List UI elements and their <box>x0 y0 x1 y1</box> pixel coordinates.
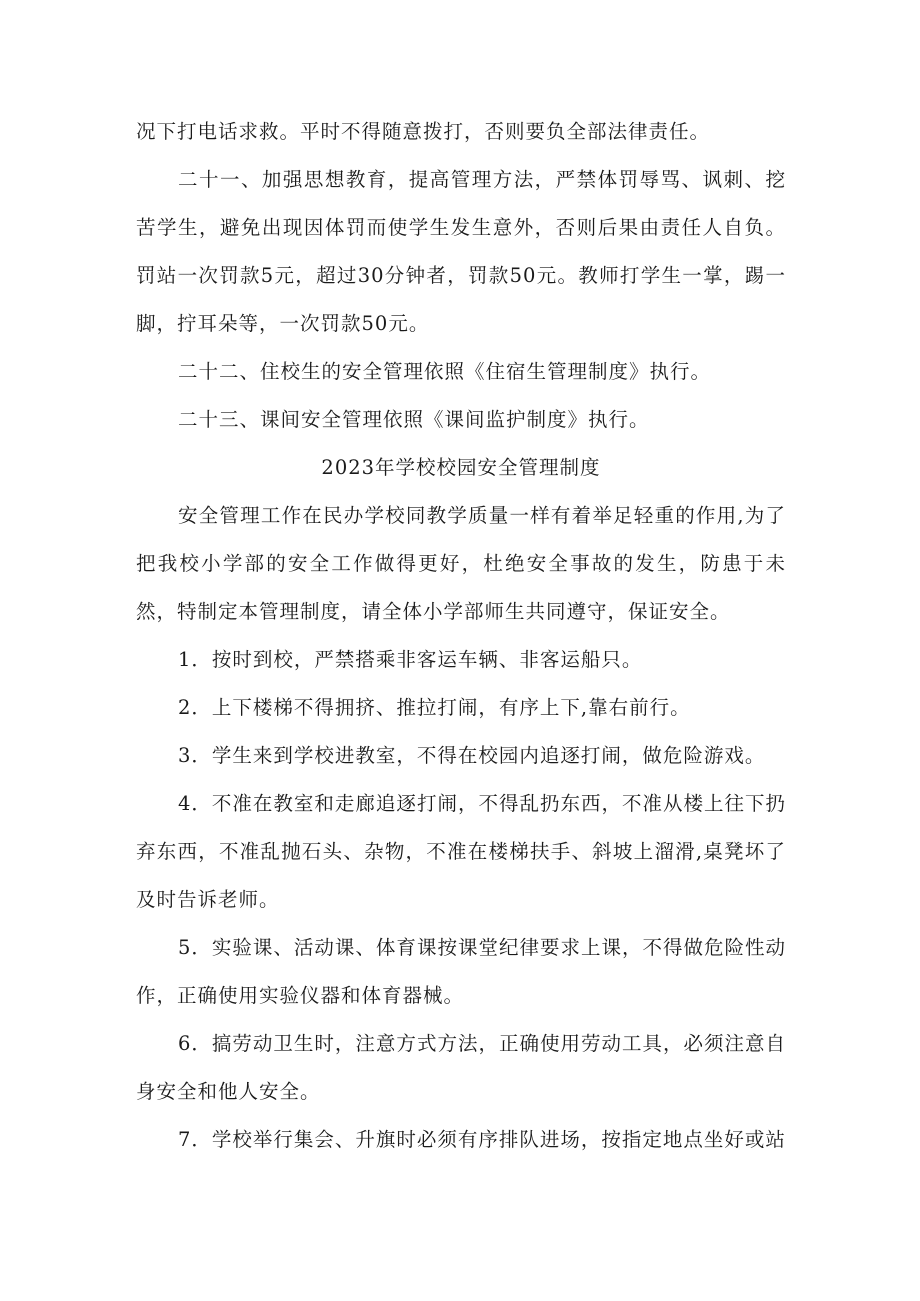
document-body <box>136 108 786 1164</box>
paragraph-article-23: 二十三、课间安全管理依照《课间监护制度》执行。 <box>178 408 650 431</box>
rule-item-3: 3．学生来到学校进教室，不得在校园内追逐打闹，做危险游戏。 <box>178 744 766 767</box>
rule-item-1: 1．按时到校，严禁搭乘非客运车辆、非客运船只。 <box>178 648 643 671</box>
rule-item-5: 5．实验课、活动课、体育课按课堂纪律要求上课，不得做危险性动作，正确使用实验仪器和体育器械。 <box>136 936 786 1007</box>
rule-item-6: 6．搞劳动卫生时，注意方式方法，正确使用劳动工具，必须注意自身安全和他人安全。 <box>136 1032 786 1103</box>
intro-paragraph: 安全管理工作在民办学校同教学质量一样有着举足轻重的作用,为了把我校小学部的安全工作做得更好，杜绝安全事故的发生，防患于未然，特制定本管理制度，请全体小学部师生共同遵守，保证安全。 <box>136 504 786 623</box>
paragraph-article-21: 二十一、加强思想教育，提高管理方法，严禁体罚辱骂、讽刺、挖苦学生，避免出现因体罚而使学生发生意外，否则后果由责任人自负。罚站一次罚款5元，超过30分钟者，罚款50元。教师打学生一掌，踢一脚，拧耳朵等，一次罚款50元。 <box>136 168 786 335</box>
rule-item-7: 7．学校举行集会、升旗时必须有序排队进场，按指定地点坐好或站 <box>178 1128 786 1151</box>
rule-item-4: 4．不准在教室和走廊追逐打闹，不得乱扔东西，不准从楼上往下扔弃东西，不准乱抛石头、杂物，不准在楼梯扶手、斜坡上溜滑,桌凳坏了及时告诉老师。 <box>136 792 786 911</box>
section-title: 2023年学校校园安全管理制度 <box>321 456 601 479</box>
paragraph-continuation: 况下打电话求救。平时不得随意拨打，否则要负全部法律责任。 <box>136 120 711 143</box>
paragraph-article-22: 二十二、住校生的安全管理依照《住宿生管理制度》执行。 <box>178 360 712 383</box>
rule-item-2: 2．上下楼梯不得拥挤、推拉打闹，有序上下,靠右前行。 <box>178 696 691 719</box>
